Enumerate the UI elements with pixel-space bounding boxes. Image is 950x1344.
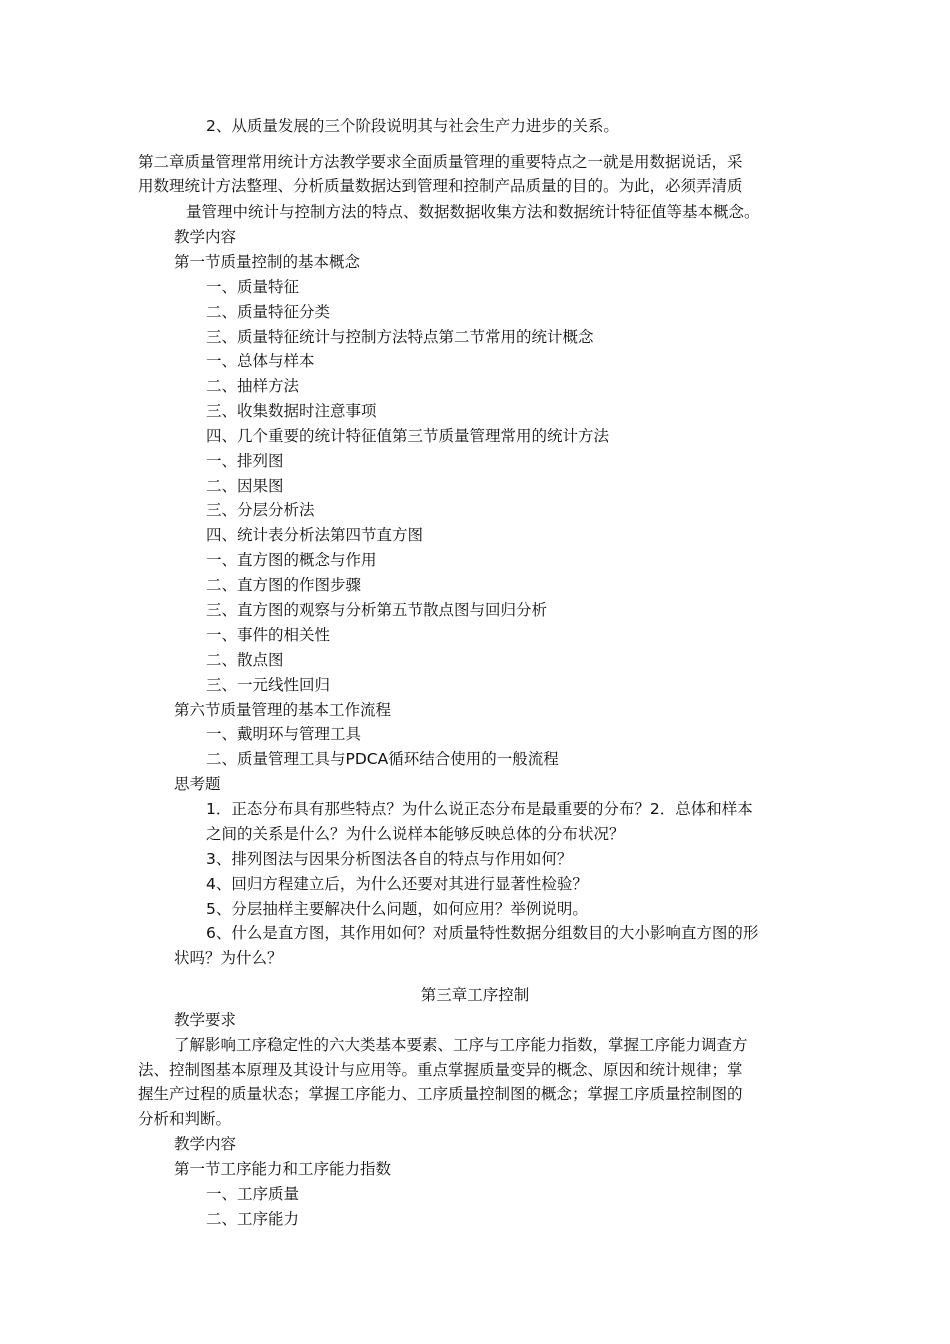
- section-heading: 教学要求: [174, 1011, 237, 1029]
- question-item: 之间的关系是什么？为什么说样本能够反映总体的分布状况？: [206, 825, 625, 843]
- text-line: 用数理统计方法整理、分析质量数据达到管理和控制产品质量的目的。为此，必须弄清质: [138, 177, 743, 195]
- list-item: 三、收集数据时注意事项: [206, 402, 377, 420]
- list-item: 三、直方图的观察与分析第五节散点图与回归分析: [206, 601, 548, 619]
- section-heading: 教学内容: [174, 228, 237, 246]
- list-item: 一、事件的相关性: [206, 626, 331, 644]
- text-line: 了解影响工序稳定性的六大类基本要素、工序与工序能力指数，掌握工序能力调查方: [174, 1036, 748, 1054]
- list-item: 一、戴明环与管理工具: [206, 725, 362, 743]
- list-item: 一、工序质量: [206, 1185, 300, 1203]
- question-item: 5、分层抽样主要解决什么问题，如何应用？举例说明。: [206, 900, 588, 918]
- list-item: 一、质量特征: [206, 278, 300, 296]
- list-item: 二、因果图: [206, 477, 284, 495]
- text-line: 2、从质量发展的三个阶段说明其与社会生产力进步的关系。: [206, 117, 619, 135]
- question-item: 4、回归方程建立后，为什么还要对其进行显著性检验？: [206, 875, 588, 893]
- text-line: 量管理中统计与控制方法的特点、数据数据收集方法和数据统计特征值等基本概念。: [186, 203, 760, 221]
- question-item: 状吗？为什么？: [174, 949, 283, 967]
- list-item: 三、质量特征统计与控制方法特点第二节常用的统计概念: [206, 328, 594, 346]
- question-item: 3、排列图法与因果分析图法各自的特点与作用如何？: [206, 850, 573, 868]
- chapter-title: 第三章工序控制: [420, 986, 530, 1004]
- list-item: 二、质量特征分类: [206, 303, 331, 321]
- text-line: 握生产过程的质量状态；掌握工序能力、工序质量控制图的概念；掌握工序质量控制图的: [138, 1085, 743, 1103]
- section-heading: 第六节质量管理的基本工作流程: [174, 701, 392, 719]
- section-heading: 教学内容: [174, 1135, 237, 1153]
- list-item: 三、一元线性回归: [206, 676, 331, 694]
- list-item: 一、总体与样本: [206, 352, 315, 370]
- text-line: 分析和判断。: [138, 1110, 232, 1128]
- list-item: 四、统计表分析法第四节直方图: [206, 526, 424, 544]
- text-line: 法、控制图基本原理及其设计与应用等。重点掌握质量变异的概念、原因和统计规律；掌: [138, 1061, 743, 1079]
- section-heading: 第一节工序能力和工序能力指数: [174, 1160, 392, 1178]
- question-item: 6、什么是直方图，其作用如何？对质量特性数据分组数目的大小影响直方图的形: [206, 924, 759, 942]
- question-item: 1．正态分布具有那些特点？为什么说正态分布是最重要的分布？2．总体和样本: [206, 800, 753, 818]
- list-item: 二、抽样方法: [206, 377, 300, 395]
- list-item: 二、散点图: [206, 651, 284, 669]
- list-item: 一、排列图: [206, 452, 284, 470]
- list-item: 二、直方图的作图步骤: [206, 576, 362, 594]
- list-item: 四、几个重要的统计特征值第三节质量管理常用的统计方法: [206, 427, 610, 445]
- chapter-intro-line: 第二章质量管理常用统计方法教学要求全面质量管理的重要特点之一就是用数据说话，采: [138, 153, 743, 171]
- list-item: 一、直方图的概念与作用: [206, 551, 377, 569]
- section-heading: 思考题: [174, 775, 221, 793]
- list-item: 二、工序能力: [206, 1210, 300, 1228]
- section-heading: 第一节质量控制的基本概念: [174, 253, 361, 271]
- list-item: 二、质量管理工具与PDCA循环结合使用的一般流程: [206, 750, 559, 768]
- list-item: 三、分层分析法: [206, 501, 315, 519]
